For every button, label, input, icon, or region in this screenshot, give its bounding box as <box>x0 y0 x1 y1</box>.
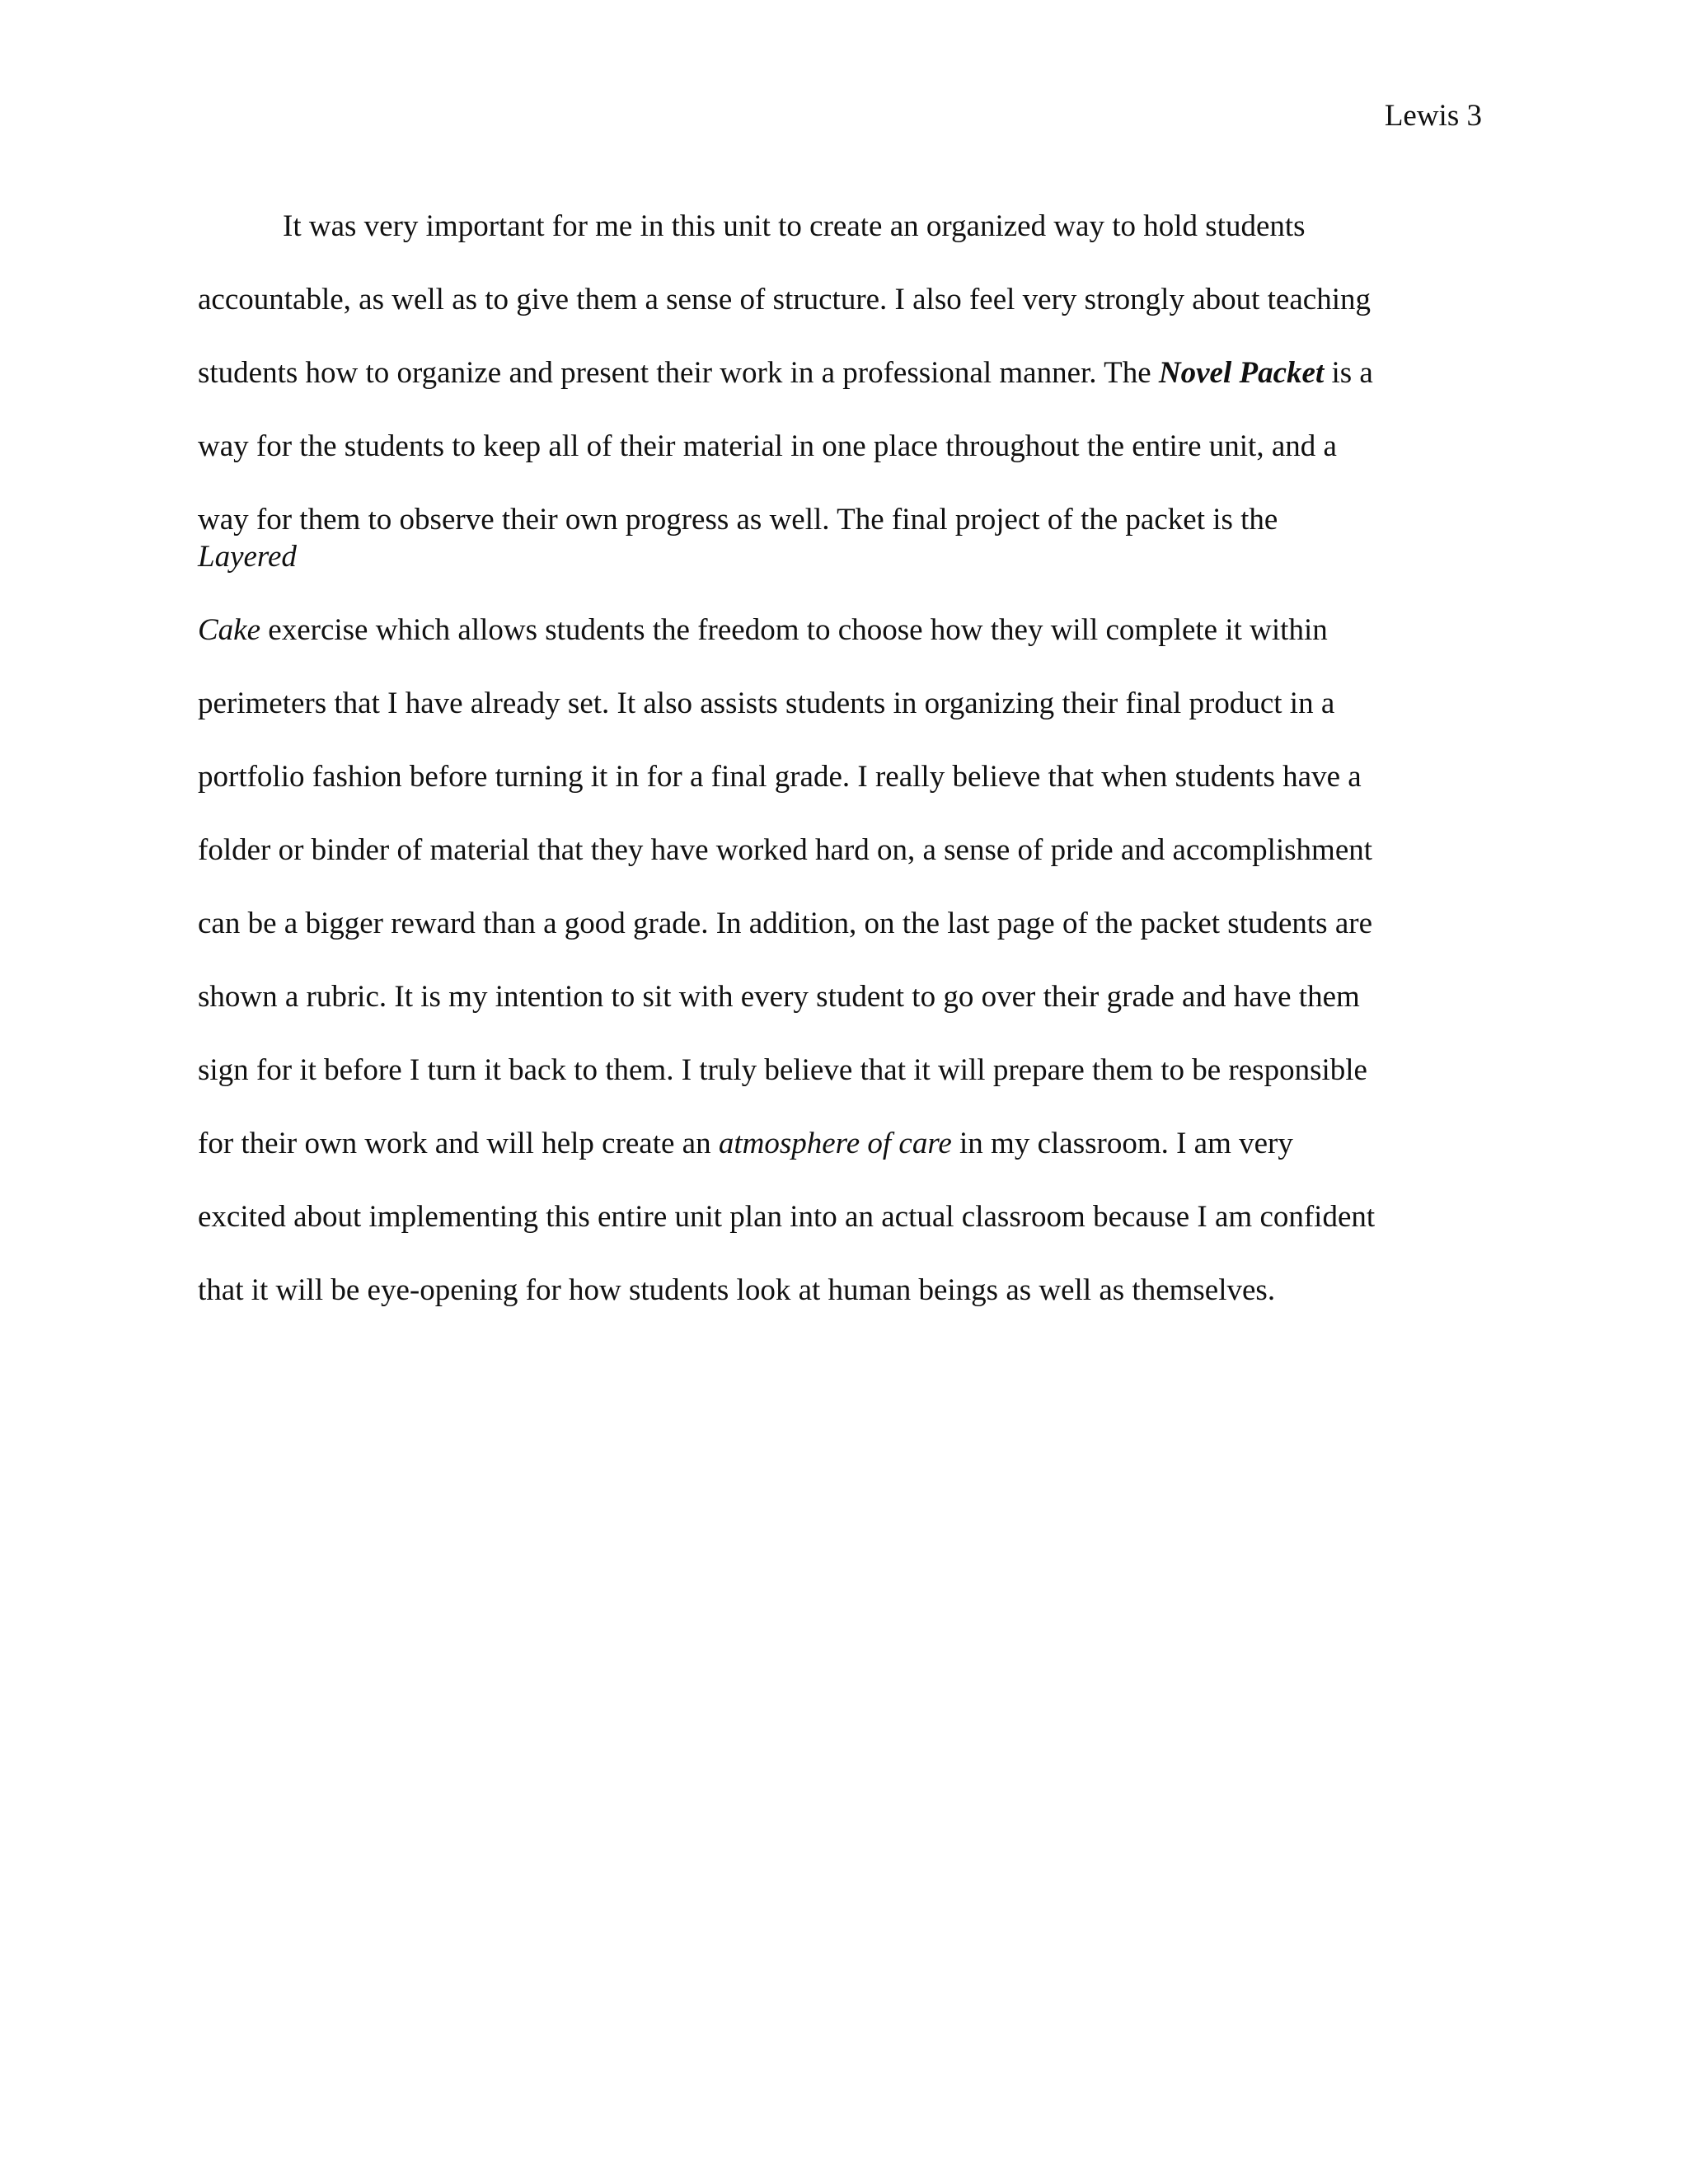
paragraph-line-16 <box>198 1272 1275 1310</box>
paragraph-line-9 <box>198 758 1362 796</box>
paragraph-line-7 <box>198 612 1328 649</box>
paragraph-line-15 <box>198 1198 1375 1236</box>
paragraph-line-8 <box>198 685 1334 723</box>
paragraph-line-6 <box>198 538 297 576</box>
novel-packet-emphasis: Novel Packet <box>1158 356 1325 390</box>
cake-emphasis: Cake <box>198 613 261 647</box>
layered-emphasis: Layered <box>198 540 297 574</box>
line-text: excited about implementing this entire unit plan into an actual classroom because I am confident <box>198 1200 1376 1234</box>
atmosphere-of-care-emphasis: atmosphere of care <box>718 1127 952 1160</box>
line-text: It was very important for me in this unit to create an organized way to hold students <box>283 209 1306 243</box>
line-text: for their own work and will help create an <box>198 1127 719 1160</box>
paragraph-line-14 <box>198 1125 1293 1163</box>
line-text: folder or binder of material that they have worked hard on, a sense of pride and accomplishment <box>198 833 1373 867</box>
paragraph-line-12 <box>198 978 1360 1016</box>
paragraph-line-5 <box>198 501 1278 539</box>
line-text: way for the students to keep all of their material in one place throughout the entire unit, and a <box>198 429 1337 463</box>
running-head: Lewis 3 <box>1384 99 1482 133</box>
line-text: shown a rubric. It is my intention to sit with every student to go over their grade and have them <box>198 980 1360 1014</box>
line-text: students how to organize and present their work in a professional manner. The <box>198 356 1159 390</box>
paragraph-line-3 <box>198 354 1373 392</box>
paragraph-line-10 <box>198 832 1372 869</box>
line-text: accountable, as well as to give them a sense of structure. I also feel very strongly about teaching <box>198 283 1371 316</box>
line-text: portfolio fashion before turning it in for a final grade. I really believe that when students have a <box>198 760 1362 794</box>
paragraph-line-2 <box>198 281 1371 319</box>
paragraph-line-1 <box>283 208 1306 246</box>
paragraph-line-13 <box>198 1052 1367 1090</box>
line-text: sign for it before I turn it back to them. I truly believe that it will prepare them to be responsible <box>198 1053 1367 1087</box>
paragraph-line-4 <box>198 428 1337 466</box>
paragraph-line-11 <box>198 905 1372 943</box>
line-text: way for them to observe their own progress as well. The final project of the packet is the <box>198 503 1278 537</box>
line-text: that it will be eye-opening for how students look at human beings as well as themselves. <box>198 1273 1276 1307</box>
line-text: is a <box>1324 356 1373 390</box>
line-text: can be a bigger reward than a good grade. In addition, on the last page of the packet students are <box>198 907 1372 940</box>
line-text: in my classroom. I am very <box>951 1127 1293 1160</box>
line-text: exercise which allows students the freedom to choose how they will complete it within <box>260 613 1328 647</box>
line-text: perimeters that I have already set. It also assists students in organizing their final product in a <box>198 687 1335 720</box>
